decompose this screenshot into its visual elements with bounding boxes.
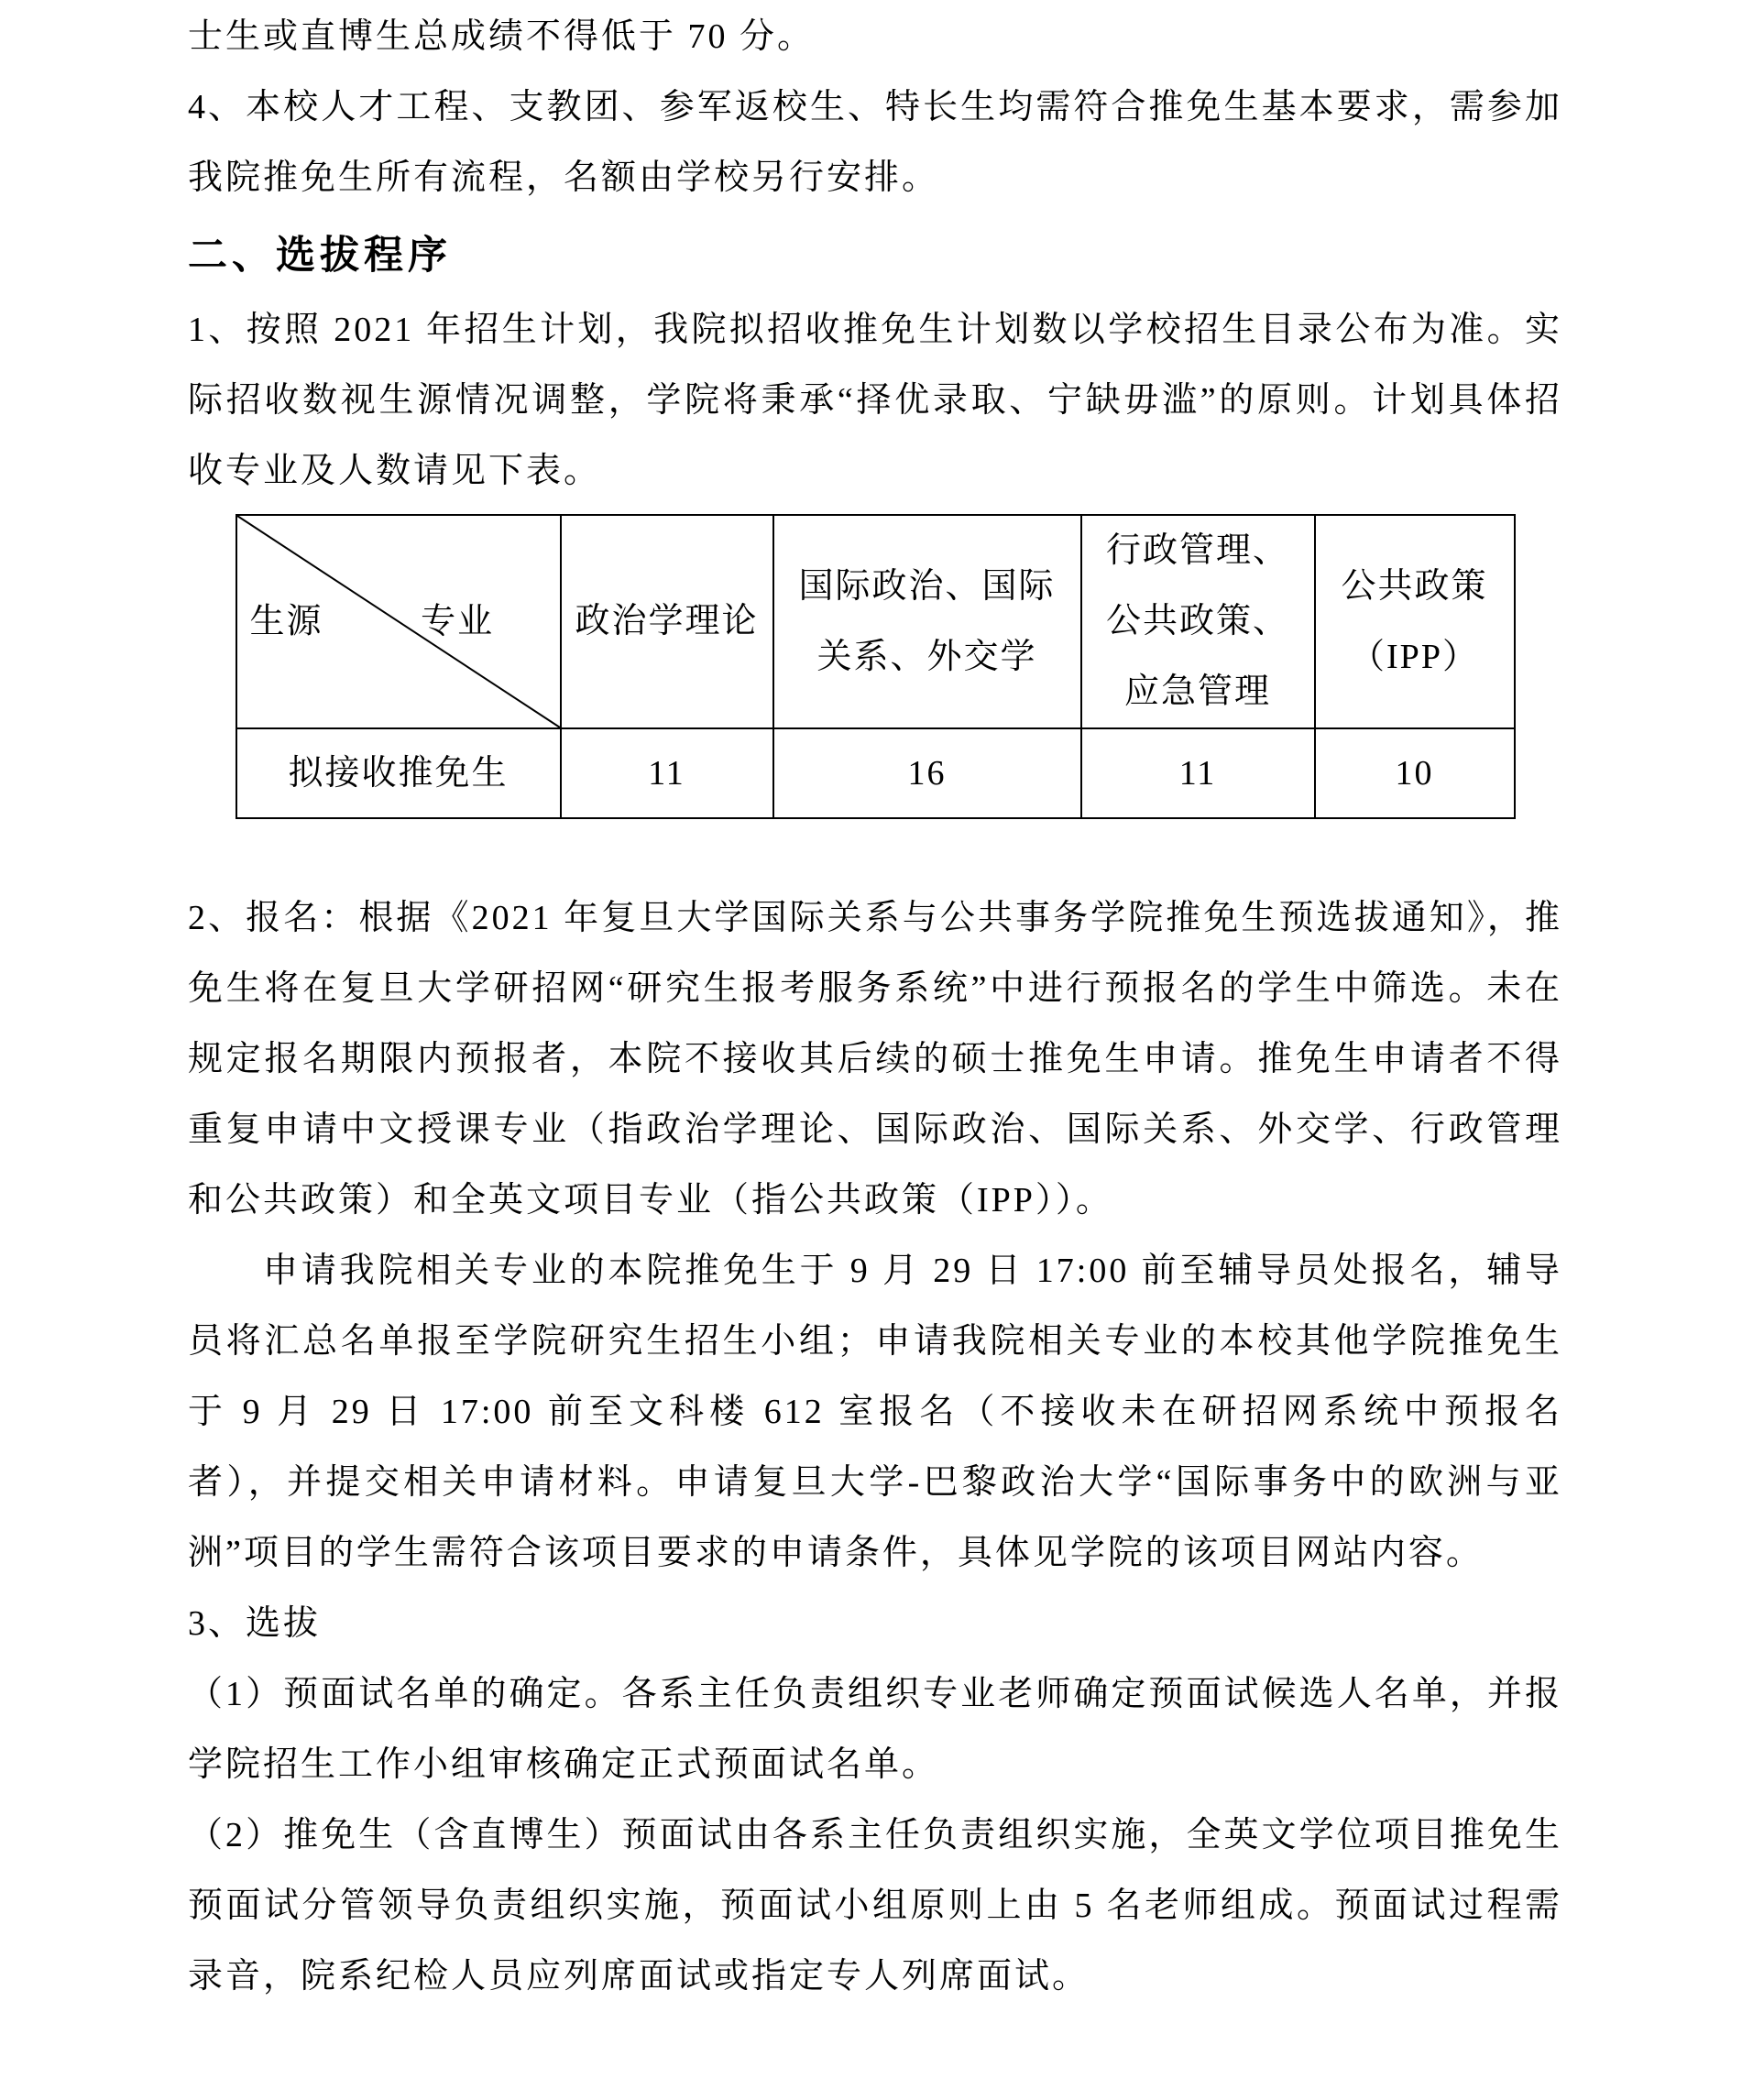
- corner-label-major: 专业: [421, 602, 495, 640]
- item-2-subparagraph: 申请我院相关专业的本院推免生于 9 月 29 日 17:00 前至辅导员处报名，辅导员将汇总名单报至学院研究生招生小组；申请我院相关专业的本校其他学院推免生于 9 月 29 日 17:00 前至文科楼 612 室报名（不接收未在研招网系统中预报名者），并提交相关申请材料。申请复旦大学-巴黎政治大学“国际事务中的欧洲与亚洲”项目的学生需符合该项目要求的申请条件，具体见学院的该项目网站内容。: [188, 1252, 1562, 1572]
- col-header-international: 国际政治、国际关系、外交学: [773, 515, 1081, 728]
- item-1-paragraph: 1、按照 2021 年招生计划，我院拟招收推免生计划数以学校招生目录公布为准。实际招收数视生源情况调整，学院将秉承“择优录取、宁缺毋滥”的原则。计划具体招收专业及人数请见下表。: [188, 311, 1562, 490]
- item-3-2-paragraph: （2）推免生（含直博生）预面试由各系主任负责组织实施，全英文学位项目推免生预面试分管领导负责组织实施，预面试小组原则上由 5 名老师组成。预面试过程需录音，院系纪检人员应列席面试或指定专人列席面试。: [188, 1816, 1562, 1996]
- corner-label-source: 生源: [249, 602, 323, 640]
- col-header-political-theory: 政治学理论: [561, 515, 773, 728]
- item-2-paragraph: 2、报名：根据《2021 年复旦大学国际关系与公共事务学院推免生预选拔通知》，推免生将在复旦大学研招网“研究生报考服务系统”中进行预报名的学生中筛选。未在规定报名期限内预报者，本院不接收其后续的硕士推免生申请。推免生申请者不得重复申请中文授课专业（指政治学理论、国际政治、国际关系、外交学、行政管理和公共政策）和全英文项目专业（指公共政策（IPP））。: [188, 899, 1562, 1219]
- item-3-1-paragraph: （1）预面试名单的确定。各系主任负责组织专业老师确定预面试候选人名单，并报学院招生工作小组审核确定正式预面试名单。: [188, 1675, 1562, 1784]
- item-3-heading-line: 3、选拔: [188, 1604, 322, 1643]
- document-body: [188, 2, 1562, 2012]
- value-public-admin: 11: [1081, 728, 1315, 818]
- col-header-public-admin: 行政管理、公共政策、应急管理: [1081, 515, 1315, 728]
- table-data-row: [236, 728, 1515, 818]
- col-header-ipp: 公共政策（IPP）: [1315, 515, 1515, 728]
- continuation-line: 士生或直博生总成绩不得低于 70 分。: [188, 17, 816, 56]
- item-4-paragraph: 4、本校人才工程、支教团、参军返校生、特长生均需符合推免生基本要求，需参加我院推免生所有流程，名额由学校另行安排。: [188, 88, 1562, 197]
- admission-table-wrapper: [188, 514, 1562, 819]
- corner-cell: [236, 515, 561, 728]
- value-political-theory: 11: [561, 728, 773, 818]
- value-ipp: 10: [1315, 728, 1515, 818]
- row-label: 拟接收推免生: [236, 728, 561, 818]
- value-international: 16: [773, 728, 1081, 818]
- section-heading: 二、选拔程序: [188, 234, 452, 278]
- admission-table: [236, 514, 1516, 819]
- table-header-row: [236, 515, 1515, 728]
